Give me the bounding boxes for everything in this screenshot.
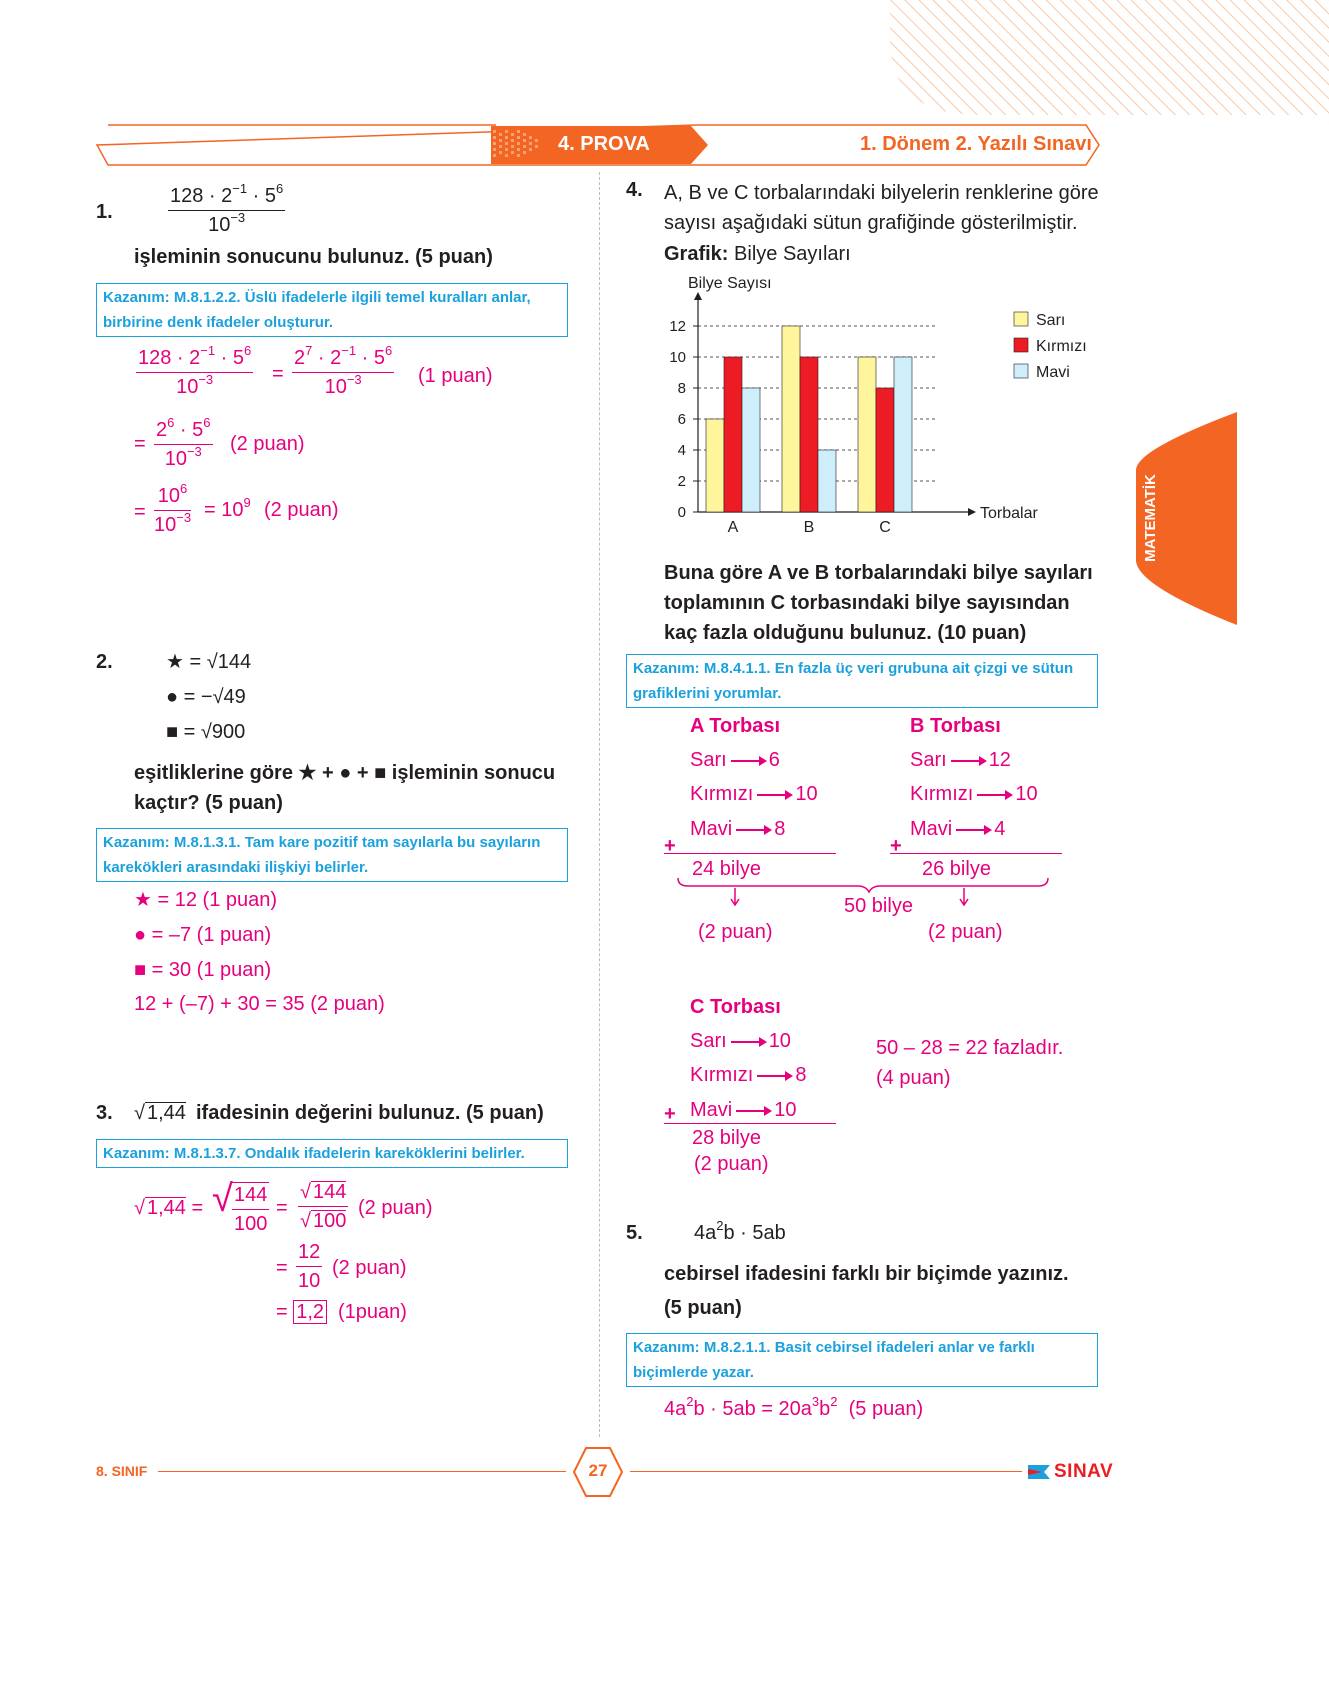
chart-bar-B-Sarı bbox=[782, 326, 800, 512]
q2-sol-square: ■ = 30 (1 puan) bbox=[134, 959, 272, 981]
ab-sum: 50 bilye bbox=[844, 895, 913, 917]
c-row-2: Mavi 10 bbox=[690, 1099, 797, 1121]
chart-legend-label: Kırmızı bbox=[1036, 338, 1087, 355]
a-total: 24 bilye bbox=[692, 858, 761, 880]
q3-sqrt: √ 1,44 bbox=[134, 1102, 186, 1124]
c-row-0: Sarı 10 bbox=[690, 1030, 791, 1052]
b-row-1: Kırmızı 10 bbox=[910, 783, 1038, 805]
star-icon: ★ bbox=[166, 651, 184, 673]
chart-y-tick-label: 2 bbox=[677, 473, 686, 490]
q5-prompt: cebirsel ifadesini farklı bir biçimde yazınız. bbox=[664, 1263, 1069, 1285]
column-divider bbox=[599, 172, 600, 1437]
q4-kazanim: Kazanım: M.8.4.1.1. En fazla üç veri grubuna ait çizgi ve sütun grafiklerini yorumlar. bbox=[626, 654, 1098, 708]
q2-prompt: eşitliklerine göre ★ + ● + ■ işleminin sonucu bbox=[134, 762, 556, 784]
chart-bar-A-Kırmızı bbox=[724, 357, 742, 512]
c-total: 28 bilye bbox=[692, 1127, 761, 1149]
q1-number: 1. bbox=[96, 201, 113, 223]
chart-bar-C-Kırmızı bbox=[876, 388, 894, 512]
q1-kazanim: Kazanım: M.8.1.2.2. Üslü ifadelerle ilgili temel kuralları anlar, birbirine denk ifadeler oluşturur. bbox=[96, 283, 568, 337]
chart-bar-B-Mavi bbox=[818, 450, 836, 512]
chart-y-tick-label: 12 bbox=[669, 318, 686, 335]
q4-question: Buna göre A ve B torbalarındaki bilye sayıları toplamının C torbasındaki bilye sayısından kaç fazla olduğunu bulunuz. (10 puan) bbox=[664, 562, 1093, 644]
chart-x-tick-label: C bbox=[879, 519, 891, 536]
q1-num-expr: 128 · 2 bbox=[170, 185, 233, 207]
c-torbasi-title: C Torbası bbox=[690, 996, 781, 1018]
hatched-corner-decoration bbox=[890, 0, 1329, 115]
chart-legend-swatch bbox=[1014, 338, 1028, 352]
b-total: 26 bilye bbox=[922, 858, 991, 880]
q2-eq-square: ■ = √900 bbox=[166, 721, 246, 743]
b-torbasi-title: B Torbası bbox=[910, 715, 1001, 737]
q4-diff: 50 – 28 = 22 fazladır. bbox=[876, 1037, 1064, 1059]
chart-legend-label: Mavi bbox=[1036, 364, 1070, 381]
q3-kazanim: Kazanım: M.8.1.3.7. Ondalık ifadelerin kareköklerini belirler. bbox=[96, 1139, 568, 1168]
q5-number: 5. bbox=[626, 1222, 643, 1244]
a-torbasi-title: A Torbası bbox=[690, 715, 781, 737]
chart-x-tick-label: B bbox=[803, 519, 815, 536]
circle-icon: ● bbox=[166, 686, 179, 708]
chart-y-tick-label: 6 bbox=[677, 411, 686, 428]
a-row-1: Kırmızı 10 bbox=[690, 783, 818, 805]
page-number: 27 bbox=[588, 1461, 608, 1480]
side-tab bbox=[1136, 410, 1329, 630]
c-points: (2 puan) bbox=[694, 1153, 769, 1175]
square-icon: ■ bbox=[166, 721, 179, 743]
sinav-logo-text: SINAV bbox=[1054, 1461, 1114, 1482]
chart-y-tick-label: 0 bbox=[677, 504, 686, 521]
chart-bar-C-Mavi bbox=[894, 357, 912, 512]
side-tab-label: MATEMATİK bbox=[1142, 474, 1159, 562]
q5-solution: $4a^2b \cdot 5ab = 20a^3b^2$ (5 puan) bbox=[664, 1394, 924, 1420]
q4-grafik: Grafik: Bilye Sayıları bbox=[664, 243, 851, 265]
prova-label: 4. PROVA bbox=[558, 133, 650, 155]
q3-result-box: 1,2 bbox=[293, 1300, 327, 1324]
q2-sol-circle: ● = –7 (1 puan) bbox=[134, 924, 272, 946]
c-row-1: Kırmızı 8 bbox=[690, 1064, 807, 1086]
q2-sol-total: 12 + (–7) + 30 = 35 (2 puan) bbox=[134, 993, 385, 1015]
q5-points: (5 puan) bbox=[664, 1297, 742, 1319]
chart-legend-swatch bbox=[1014, 364, 1028, 378]
sinav-logo-icon bbox=[1026, 1462, 1052, 1482]
chart-y-label: Bilye Sayısı bbox=[688, 275, 772, 292]
q5-expression: $4a^2b \cdot 5ab$ bbox=[694, 1218, 786, 1244]
q3-prompt: ifadesinin değerini bulunuz. (5 puan) bbox=[196, 1102, 544, 1124]
q2-eq-circle: ● = −√49 bbox=[166, 686, 246, 708]
b-row-2: Mavi 4 bbox=[910, 818, 1006, 840]
a-row-0: Sarı 6 bbox=[690, 749, 780, 771]
chart-bar-A-Sarı bbox=[706, 419, 724, 512]
b-points: (2 puan) bbox=[928, 921, 1003, 943]
chart-y-tick-label: 4 bbox=[677, 442, 686, 459]
chart-bar-C-Sarı bbox=[858, 357, 876, 512]
chart-bar-B-Kırmızı bbox=[800, 357, 818, 512]
chart-x-label: Torbalar bbox=[980, 505, 1038, 522]
q1-prompt: işleminin sonucunu bulunuz. (5 puan) bbox=[134, 246, 493, 268]
q2-kazanim: Kazanım: M.8.1.3.1. Tam kare pozitif tam sayılarla bu sayıların karekökleri arasındaki ilişkiyi belirler. bbox=[96, 828, 568, 882]
q2-sol-star: ★ = 12 (1 puan) bbox=[134, 889, 278, 911]
a-points: (2 puan) bbox=[698, 921, 773, 943]
q2-eq-star: ★ = √144 bbox=[166, 651, 252, 673]
chart-x-tick-label: A bbox=[727, 519, 739, 536]
chart-legend-swatch bbox=[1014, 312, 1028, 326]
b-row-0: Sarı 12 bbox=[910, 749, 1011, 771]
chart-y-axis-arrow bbox=[694, 292, 702, 300]
chart-x-axis-arrow bbox=[968, 508, 976, 516]
exam-title: 1. Dönem 2. Yazılı Sınavı bbox=[860, 133, 1092, 155]
bar-chart bbox=[660, 270, 1087, 540]
q5-kazanim: Kazanım: M.8.2.1.1. Basit cebirsel ifadeleri anlar ve farklı biçimlerde yazar. bbox=[626, 1333, 1098, 1387]
header-bar bbox=[96, 124, 1100, 166]
footer-grade: 8. SINIF bbox=[96, 1463, 148, 1479]
q3-number: 3. bbox=[96, 1102, 113, 1124]
chart-legend-label: Sarı bbox=[1036, 312, 1066, 329]
chart-y-tick-label: 10 bbox=[669, 349, 686, 366]
q4-intro: A, B ve C torbalarındaki bilyelerin renklerine göre sayısı aşağıdaki sütun grafiğinde gösterilmiştir. bbox=[664, 182, 1099, 234]
a-row-2: Mavi 8 bbox=[690, 818, 786, 840]
q2-prompt-end: kaçtır? (5 puan) bbox=[134, 792, 283, 814]
q1-fraction: $128 \cdot 2^{-1} \cdot 5^6$ $10^{-3}$ bbox=[170, 181, 284, 236]
chart-y-tick-label: 8 bbox=[677, 380, 686, 397]
footer-line-left bbox=[158, 1471, 566, 1472]
q4-number: 4. bbox=[626, 179, 643, 201]
footer-line-right bbox=[630, 1471, 1022, 1472]
q4-diff-points: (4 puan) bbox=[876, 1067, 951, 1089]
q2-number: 2. bbox=[96, 651, 113, 673]
chart-bar-A-Mavi bbox=[742, 388, 760, 512]
